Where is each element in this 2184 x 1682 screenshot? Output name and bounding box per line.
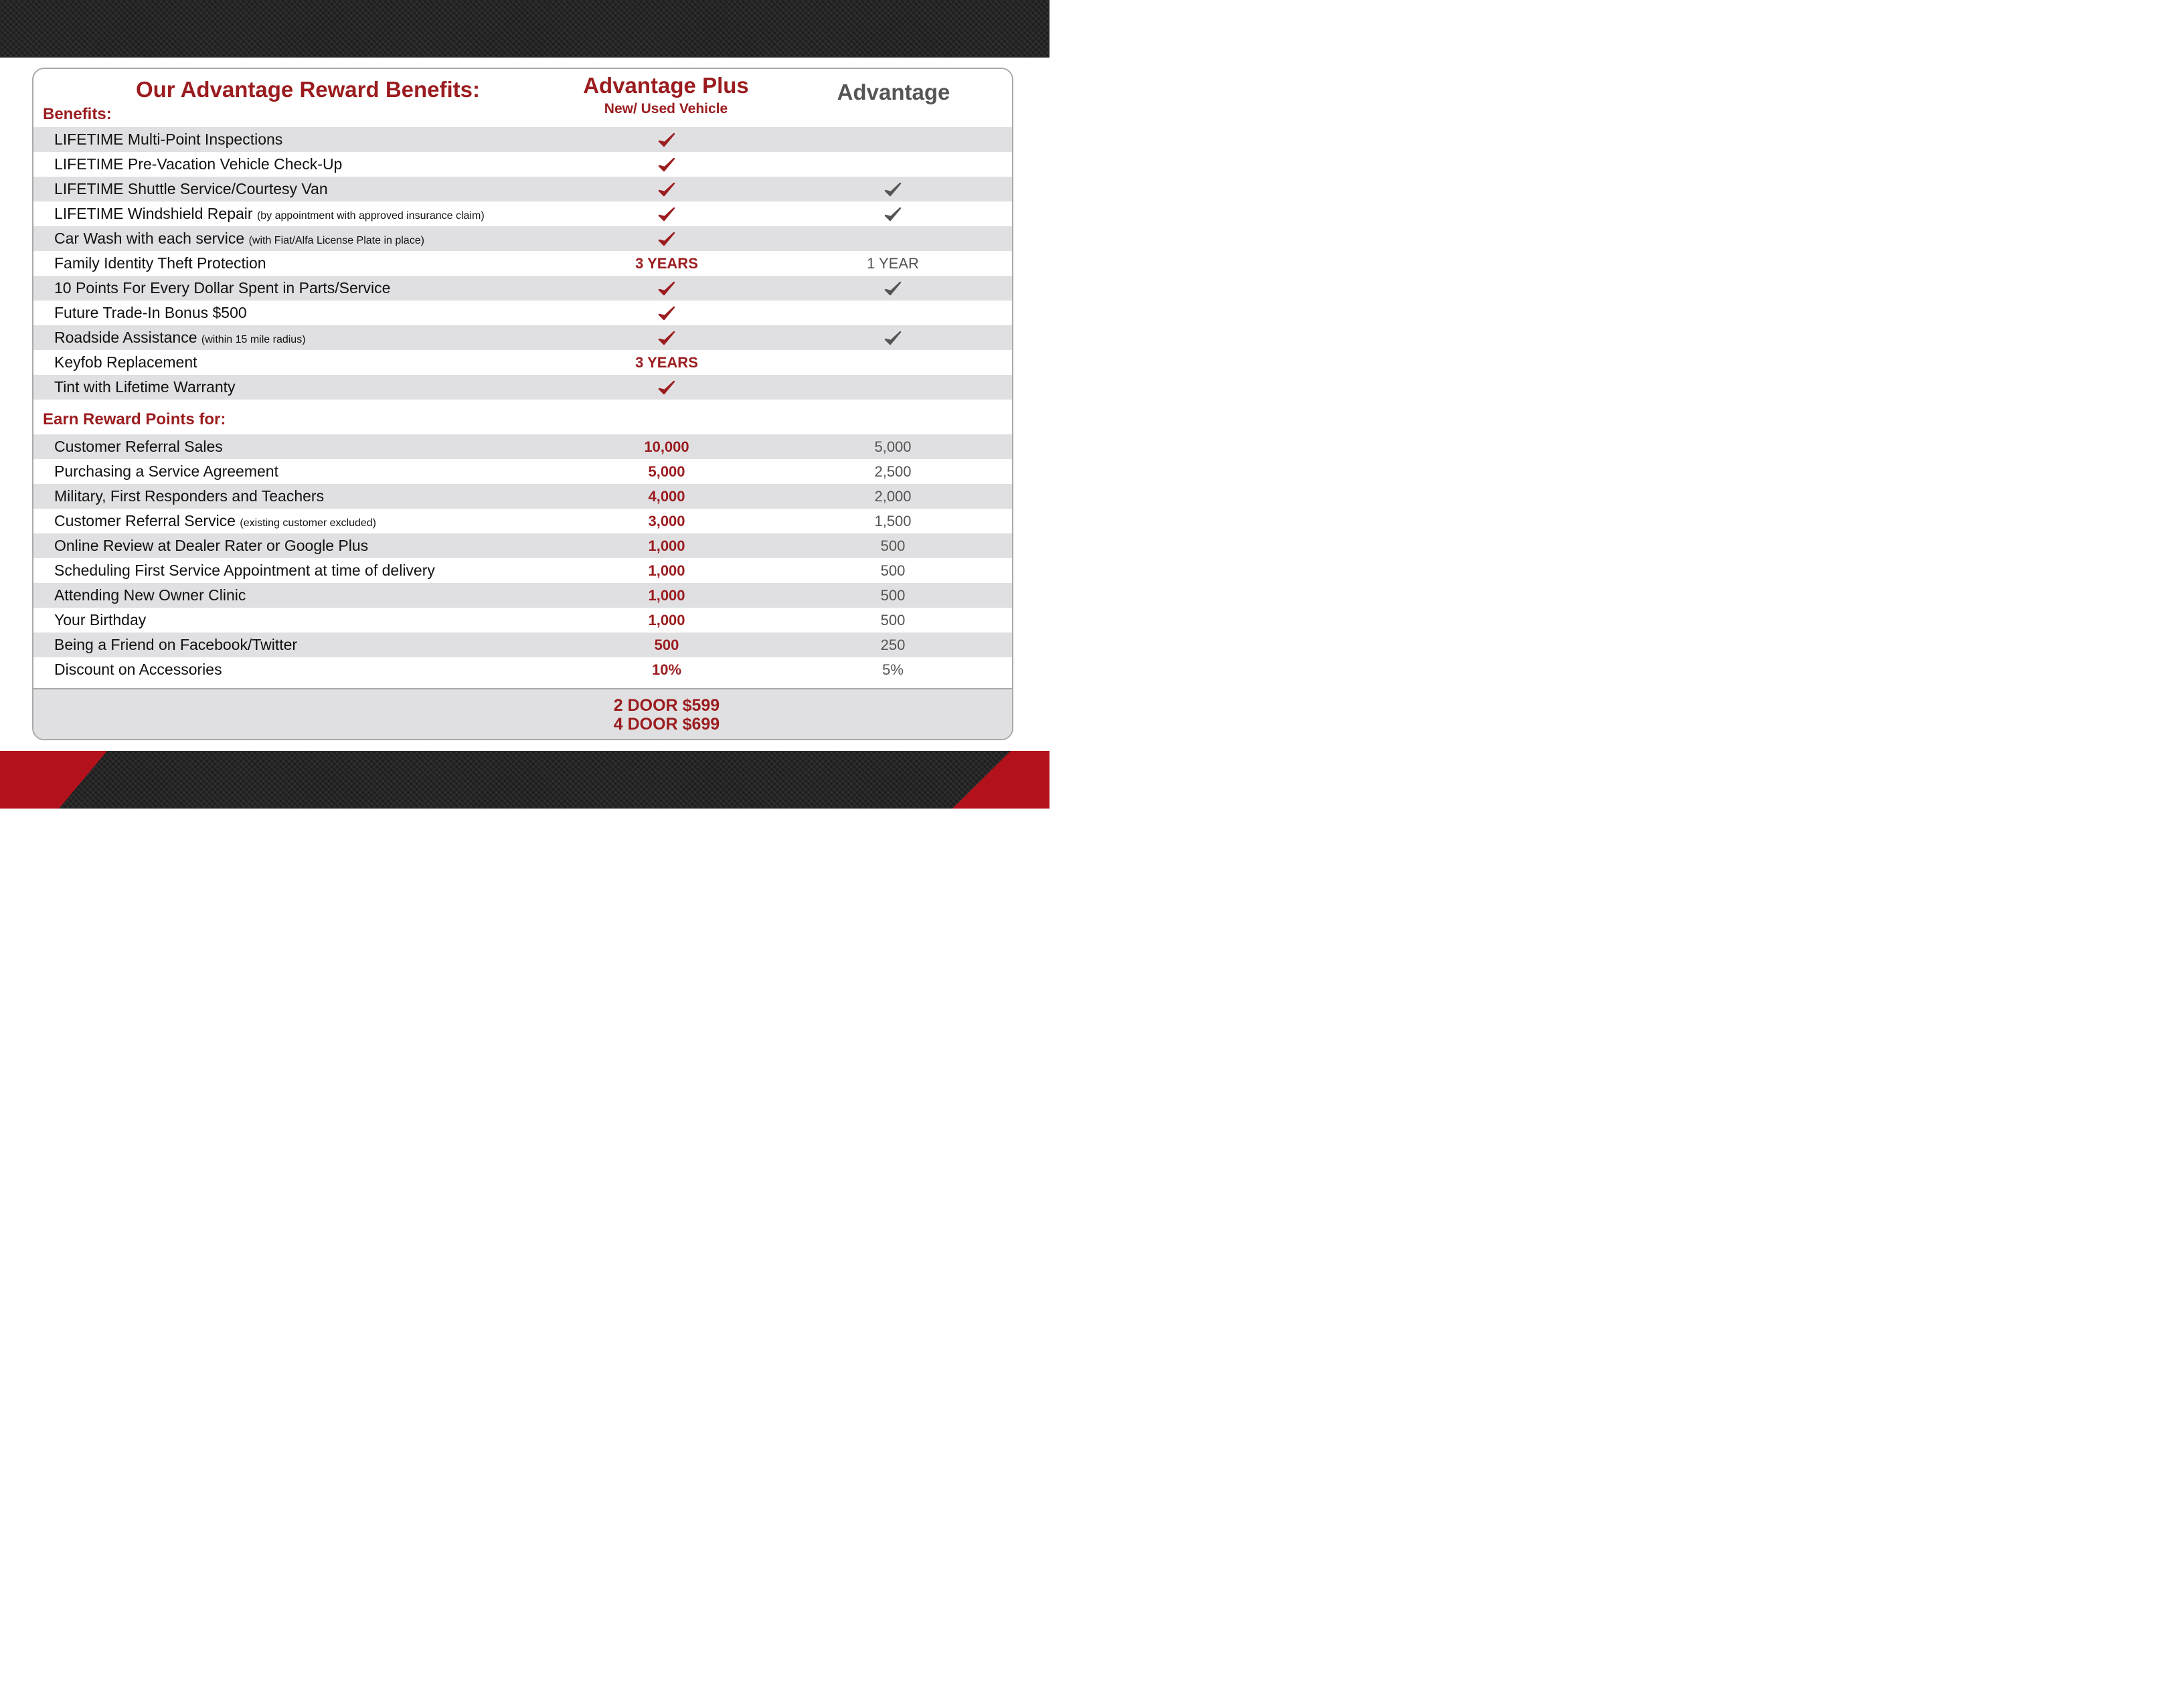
- table-row: [33, 350, 1013, 375]
- row-label: [54, 509, 376, 535]
- row-label-text: LIFETIME Shuttle Service/Courtesy Van: [54, 180, 328, 197]
- advantage-value: 500: [880, 537, 906, 554]
- table-row: [33, 558, 1013, 583]
- red-stripe-left: [0, 751, 107, 809]
- advantage-plus-value: [600, 276, 734, 301]
- advantage-value: 2,000: [874, 488, 912, 505]
- advantage-value: 2,500: [874, 463, 912, 480]
- advantage-plus-value: [600, 226, 734, 251]
- row-label-text: Purchasing a Service Agreement: [54, 462, 278, 480]
- advantage-plus-value: 500: [654, 637, 679, 653]
- advantage-value: [826, 201, 960, 226]
- advantage-value: [826, 276, 960, 301]
- row-label: [54, 350, 197, 375]
- table-row: [33, 375, 1013, 400]
- row-label-text: Car Wash with each service: [54, 230, 245, 247]
- checkmark-icon: [657, 181, 676, 199]
- advantage-plus-value: 4,000: [648, 488, 685, 505]
- table-row: [33, 177, 1013, 201]
- price-2-door: 2 DOOR $599: [613, 696, 720, 715]
- row-label: [54, 633, 297, 657]
- row-label-text: Customer Referral Service: [54, 512, 236, 529]
- checkmark-icon: [884, 280, 902, 298]
- table-row: [33, 583, 1013, 608]
- points-heading: Earn Reward Points for:: [43, 410, 226, 428]
- page-title: Our Advantage Reward Benefits:: [135, 77, 481, 102]
- advantage-plus-value: 1,000: [648, 612, 685, 628]
- checkmark-icon: [657, 280, 676, 298]
- advantage-plus-value: 3 YEARS: [635, 255, 698, 272]
- row-label-text: LIFETIME Pre-Vacation Vehicle Check-Up: [54, 155, 343, 173]
- row-label: [54, 434, 223, 459]
- table-row: [33, 276, 1013, 301]
- advantage-value: [826, 177, 960, 201]
- table-row: [33, 533, 1013, 558]
- row-label: [54, 152, 342, 177]
- advantage-value: 250: [880, 637, 906, 653]
- row-label-text: Future Trade-In Bonus $500: [54, 304, 247, 321]
- row-label: [54, 301, 247, 325]
- advantage-plus-value: [600, 301, 734, 325]
- advantage-plus-value: [600, 177, 734, 201]
- table-row: [33, 301, 1013, 325]
- row-label: [54, 201, 485, 228]
- row-label: [54, 558, 435, 583]
- row-label: [54, 325, 306, 352]
- row-label-text: LIFETIME Multi-Point Inspections: [54, 131, 283, 148]
- row-label-text: Discount on Accessories: [54, 661, 222, 678]
- top-banner: [0, 0, 1049, 58]
- table-row: [33, 657, 1013, 682]
- table-row: [33, 434, 1013, 459]
- bottom-banner: [0, 751, 1049, 809]
- checkmark-icon: [884, 330, 902, 347]
- advantage-header: Advantage: [837, 80, 950, 104]
- row-label: [54, 226, 424, 253]
- row-label: [54, 251, 266, 276]
- row-label: [54, 533, 368, 558]
- advantage-value: 1,500: [874, 513, 912, 529]
- advantage-plus-value: 3,000: [648, 513, 685, 529]
- pricing-footer: [33, 688, 1013, 740]
- row-label: [54, 484, 324, 509]
- checkmark-icon: [657, 132, 676, 149]
- row-label-text: Customer Referral Sales: [54, 438, 223, 455]
- row-label-text: Your Birthday: [54, 611, 147, 628]
- advantage-plus-value: 1,000: [648, 562, 685, 579]
- advantage-value: [826, 325, 960, 350]
- advantage-value: 5%: [882, 661, 904, 678]
- checkmark-icon: [884, 206, 902, 224]
- red-stripe-right: [952, 751, 1049, 809]
- checkmark-icon: [657, 231, 676, 248]
- row-label: [54, 276, 390, 301]
- advantage-plus-value: [600, 152, 734, 177]
- price-4-door: 4 DOOR $699: [613, 715, 720, 734]
- advantage-plus-value: 10,000: [644, 438, 689, 455]
- table-row: [33, 325, 1013, 350]
- advantage-value: 5,000: [874, 438, 912, 455]
- row-label-text: Family Identity Theft Protection: [54, 254, 266, 272]
- checkmark-icon: [657, 330, 676, 347]
- table-row: [33, 459, 1013, 484]
- row-label: [54, 583, 246, 608]
- checkmark-icon: [884, 181, 902, 199]
- row-label-text: Online Review at Dealer Rater or Google Plus: [54, 537, 369, 554]
- advantage-plus-value: 1,000: [648, 537, 685, 554]
- table-row: [33, 608, 1013, 633]
- advantage-plus-value: 1,000: [648, 587, 685, 604]
- row-label-text: Military, First Responders and Teachers: [54, 487, 325, 505]
- table-row: [33, 201, 1013, 226]
- row-label: [54, 177, 328, 201]
- table-row: [33, 251, 1013, 276]
- checkmark-icon: [657, 305, 676, 323]
- advantage-plus-subtitle: New/ Used Vehicle: [604, 101, 728, 116]
- row-label-text: 10 Points For Every Dollar Spent in Parts/Service: [54, 279, 391, 297]
- row-label: [54, 657, 222, 682]
- advantage-value: 500: [880, 562, 906, 579]
- row-label-text: Being a Friend on Facebook/Twitter: [54, 636, 298, 653]
- advantage-plus-value: 3 YEARS: [635, 354, 698, 371]
- row-label-note: (existing customer excluded): [240, 517, 376, 529]
- advantage-plus-value: 5,000: [648, 463, 685, 480]
- table-row: [33, 226, 1013, 251]
- row-label-note: (with Fiat/Alfa License Plate in place): [248, 235, 424, 246]
- row-label-note: (by appointment with approved insurance claim): [256, 210, 485, 222]
- row-label-text: LIFETIME Windshield Repair: [54, 205, 253, 222]
- benefits-heading: Benefits:: [43, 105, 112, 123]
- advantage-plus-value: 10%: [651, 661, 682, 678]
- row-label: [54, 608, 146, 633]
- advantage-plus-value: [600, 375, 734, 400]
- table-row: [33, 152, 1013, 177]
- advantage-plus-value: [600, 127, 734, 152]
- row-label: [54, 127, 282, 152]
- row-label-text: Scheduling First Service Appointment at time of delivery: [54, 562, 435, 579]
- table-row: [33, 127, 1013, 152]
- checkmark-icon: [657, 206, 676, 224]
- row-label-text: Keyfob Replacement: [54, 353, 197, 371]
- row-label-text: Tint with Lifetime Warranty: [54, 378, 236, 396]
- table-row: [33, 509, 1013, 533]
- row-label-note: (within 15 mile radius): [201, 334, 306, 345]
- row-label-text: Roadside Assistance: [54, 329, 197, 346]
- advantage-value: 500: [880, 587, 906, 604]
- checkmark-icon: [657, 157, 676, 174]
- table-row: [33, 484, 1013, 509]
- table-row: [33, 633, 1013, 657]
- row-label-text: Attending New Owner Clinic: [54, 586, 246, 604]
- row-label: [54, 375, 236, 400]
- advantage-plus-value: [600, 325, 734, 350]
- benefits-card: [32, 68, 1013, 740]
- advantage-value: 500: [880, 612, 906, 628]
- advantage-plus-value: [600, 201, 734, 226]
- advantage-value: 1 YEAR: [867, 255, 919, 272]
- checkmark-icon: [657, 380, 676, 397]
- row-label: [54, 459, 278, 484]
- advantage-plus-header: Advantage Plus: [583, 73, 749, 98]
